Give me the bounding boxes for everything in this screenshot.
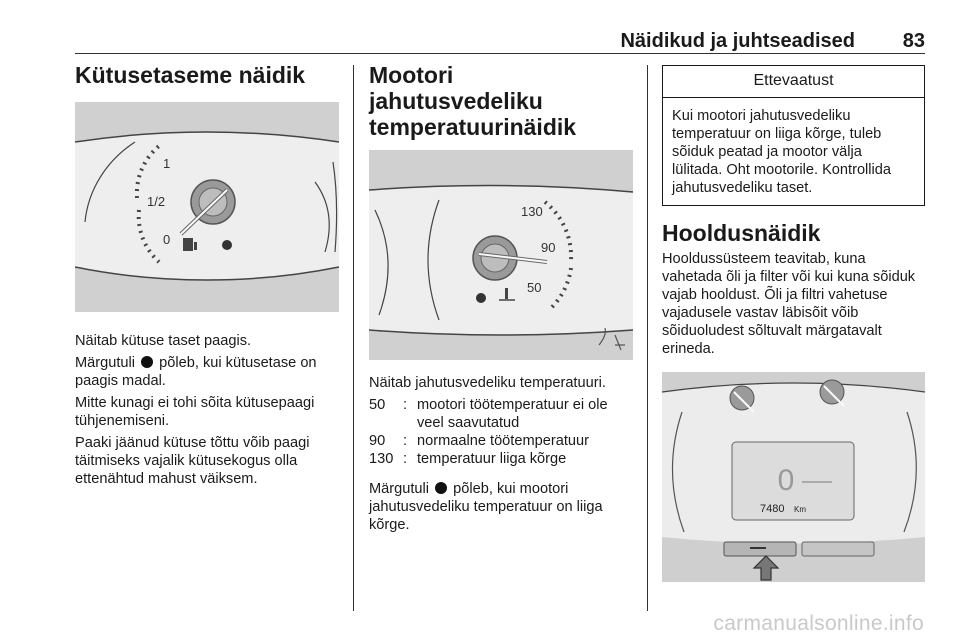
coolant-heading (369, 62, 633, 140)
page-header (75, 30, 925, 54)
row-key: 50 (369, 397, 386, 413)
fuel-label-half: 1/2 (147, 194, 166, 209)
watermark: carmanualsonline.info (713, 612, 924, 635)
row-key: 90 (369, 433, 386, 449)
odometer-unit: Km (794, 505, 806, 514)
table-row (369, 450, 633, 468)
coolant-heading-line-1: Mootori jahutusvedeliku (369, 62, 543, 114)
table-row (369, 432, 633, 450)
fuel-gauge-image (75, 102, 339, 312)
service-para: Hooldussüsteem teavitab, kuna vahetada õli ja filter või kui kuna sõiduk vajab hooldust. Õli ja filtri vahetuse vajadusele vastav läbisõit võib sõiduoludest sõltuvalt märgatavalt erineda. (662, 251, 916, 357)
row-value: temperatuur liiga kõrge (417, 451, 567, 467)
warning-light-icon (435, 482, 447, 494)
right-column (662, 62, 925, 582)
coolant-para-2 (369, 480, 633, 534)
row-separator: : (403, 433, 408, 449)
service-indicator-image (662, 372, 925, 582)
fuel-label-full: 1 (163, 156, 171, 171)
caution-body: Kui mootori jahutusvedeliku temperatuur on liiga kõrge, tuleb sõiduk peatad ja mootor välja lülitada. Oht mootorile. Kontrollida jahutusvedeliku taset. (672, 108, 892, 196)
coolant-heading-line-2: temperatuurinäidik (369, 114, 577, 140)
odometer-value: 7480 (760, 503, 785, 515)
coolant-label-130: 130 (521, 204, 543, 219)
warning-light-icon (141, 356, 153, 368)
fuel-para-1: Näitab kütuse taset paagis. (75, 333, 252, 349)
fuel-para-2 (75, 354, 339, 390)
table-row (369, 396, 633, 432)
header-rule (75, 53, 925, 54)
service-heading: Hooldusnäidik (662, 220, 821, 246)
fuel-para-2-post: põleb, kui kütusetase on paagis madal. (75, 355, 317, 389)
caution-box (662, 65, 925, 206)
coolant-label-50: 50 (527, 280, 542, 295)
row-value: mootori töötemperatuur ei ole veel saavutatud (417, 397, 608, 431)
fuel-gauge-section (75, 62, 339, 492)
section-title: Näidikud ja juhtseadised (620, 30, 855, 52)
coolant-para-2-post: põleb, kui mootori jahutusvedeliku temperatuur on liiga kõrge. (369, 481, 603, 533)
fuel-para-4: Paaki jäänud kütuse tõttu võib paagi täitmiseks vajalik kütusekogus olla ettenähtud mahust väiksem. (75, 435, 310, 487)
row-separator: : (403, 451, 408, 467)
coolant-values-table (369, 396, 633, 468)
column-divider-2 (647, 65, 648, 611)
fuel-heading: Kütusetaseme näidik (75, 62, 306, 88)
fuel-para-3: Mitte kunagi ei tohi sõita kütusepaagi tühjenemiseni. (75, 395, 315, 429)
coolant-gauge-image (369, 150, 633, 360)
fuel-warning-light (222, 240, 232, 250)
coolant-para-1: Näitab jahutusvedeliku temperatuuri. (369, 375, 606, 391)
page-number: 83 (902, 30, 925, 52)
display-value: 0 (777, 464, 795, 497)
row-key: 130 (369, 451, 394, 467)
coolant-gauge-section (369, 62, 633, 538)
column-divider-1 (353, 65, 354, 611)
row-separator: : (403, 397, 408, 413)
caution-title: Ettevaatust (663, 66, 924, 98)
row-value: normaalne töötemperatuur (417, 433, 589, 449)
coolant-warning-light (476, 293, 486, 303)
coolant-label-90: 90 (541, 240, 556, 255)
fuel-label-empty: 0 (163, 232, 171, 247)
fuel-para-2-pre: Märgutuli (75, 355, 136, 371)
coolant-para-2-pre: Märgutuli (369, 481, 430, 497)
